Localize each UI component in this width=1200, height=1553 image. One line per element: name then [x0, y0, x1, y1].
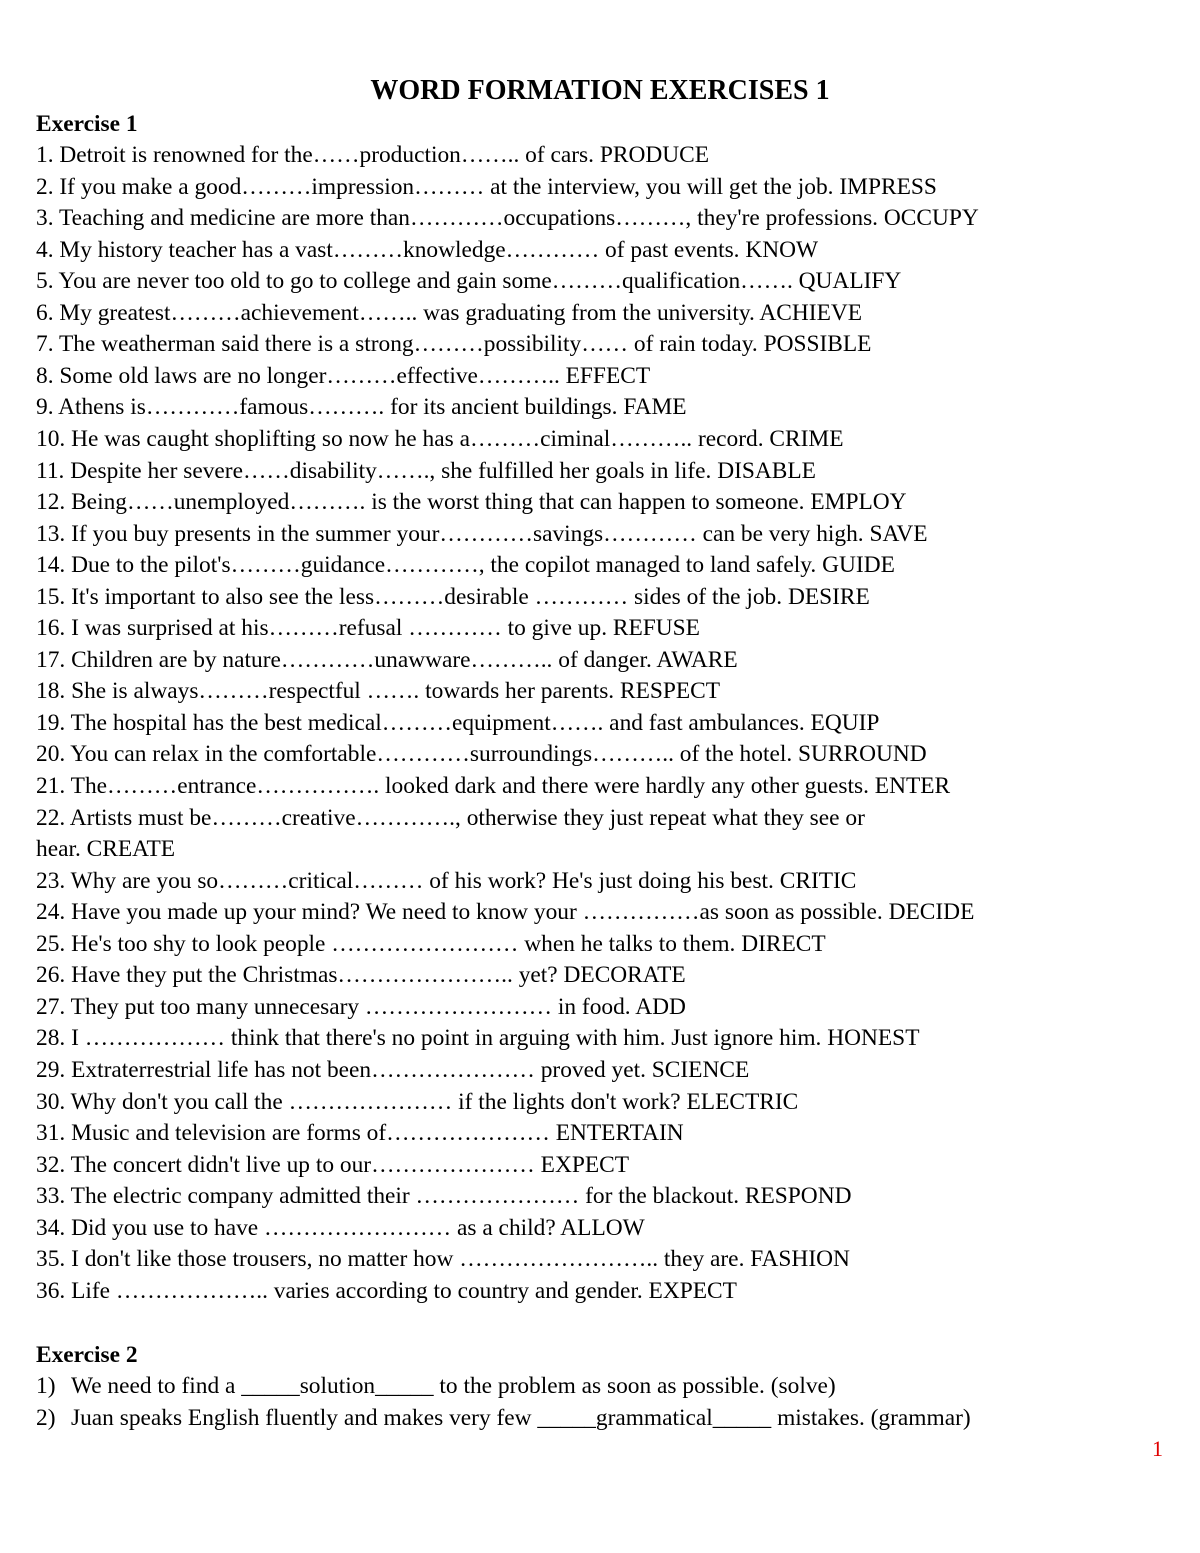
exercise-1-line: 20. You can relax in the comfortable…………surroundings……….. of the hotel. SURROUND: [36, 741, 927, 768]
exercise-1-line: 33. The electric company admitted their ………………… for the blackout. RESPOND: [36, 1183, 852, 1210]
exercise-1-line: 23. Why are you so………critical……… of his work? He's just doing his best. CRITIC: [36, 867, 857, 894]
exercise-1-line: 30. Why don't you call the ………………… if the lights don't work? ELECTRIC: [36, 1088, 799, 1115]
exercise-1-line: 16. I was surprised at his………refusal ………… to give up. REFUSE: [36, 615, 700, 642]
exercise-1-line: 17. Children are by nature…………unawware……….. of danger. AWARE: [36, 646, 738, 673]
exercise-1-line: 29. Extraterrestrial life has not been………………… proved yet. SCIENCE: [36, 1056, 750, 1083]
exercise-1-line: 26. Have they put the Christmas………………….. yet? DECORATE: [36, 962, 686, 989]
exercise-1-line: 31. Music and television are forms of………………… ENTERTAIN: [36, 1120, 684, 1147]
exercise-1-line: 18. She is always………respectful ……. towards her parents. RESPECT: [36, 678, 721, 705]
exercise-2-item: [36, 1404, 971, 1432]
exercise-1-line: 19. The hospital has the best medical………equipment……. and fast ambulances. EQUIP: [36, 709, 880, 736]
item-number: 2): [36, 1405, 56, 1431]
exercise-1-line: 27. They put too many unnecesary …………………… in food. ADD: [36, 993, 686, 1020]
exercise-1-line: 35. I don't like those trousers, no matter how …………………….. they are. FASHION: [36, 1246, 850, 1273]
exercise-1-line: 36. Life ……………….. varies according to country and gender. EXPECT: [36, 1277, 737, 1304]
exercise-1-line: 14. Due to the pilot's………guidance…………, the copilot managed to land safely. GUIDE: [36, 552, 895, 579]
exercise-1-line: 8. Some old laws are no longer………effective……….. EFFECT: [36, 362, 651, 389]
exercise-1-line: 25. He's too shy to look people …………………… when he talks to them. DIRECT: [36, 930, 826, 957]
exercise-1-heading: Exercise 1: [36, 111, 138, 137]
exercise-1-line: 10. He was caught shoplifting so now he has a………ciminal……….. record. CRIME: [36, 425, 844, 452]
exercise-1-line: 22. Artists must be………creative…………., otherwise they just repeat what they see or: [36, 804, 865, 831]
exercise-1-line: 15. It's important to also see the less………desirable ………… sides of the job. DESIRE: [36, 583, 870, 610]
exercise-1-line: 6. My greatest………achievement…….. was graduating from the university. ACHIEVE: [36, 299, 863, 326]
exercise-1-line: 9. Athens is…………famous………. for its ancient buildings. FAME: [36, 394, 687, 421]
exercise-1-line: 28. I ……………… think that there's no point in arguing with him. Just ignore him. HONEST: [36, 1025, 920, 1052]
exercise-1-line: 13. If you buy presents in the summer your…………savings………… can be very high. SAVE: [36, 520, 928, 547]
exercise-1-line: 34. Did you use to have …………………… as a child? ALLOW: [36, 1214, 645, 1241]
exercise-1-line: hear. CREATE: [36, 836, 176, 863]
exercise-1-line: 11. Despite her severe……disability……., she fulfilled her goals in life. DISABLE: [36, 457, 816, 484]
item-number: 1): [36, 1373, 56, 1399]
document-title: WORD FORMATION EXERCISES 1: [370, 75, 830, 106]
item-text: We need to find a _____solution_____ to the problem as soon as possible. (solve): [71, 1373, 836, 1399]
exercise-1-line: 7. The weatherman said there is a strong………possibility…… of rain today. POSSIBLE: [36, 331, 872, 358]
item-text: Juan speaks English fluently and makes very few _____grammatical_____ mistakes. (grammar): [71, 1405, 971, 1431]
page-number: 1: [1152, 1436, 1163, 1461]
exercise-1-line: 32. The concert didn't live up to our………………… EXPECT: [36, 1151, 630, 1178]
exercise-1-line: 2. If you make a good………impression……… at the interview, you will get the job. IMPRESS: [36, 173, 937, 200]
exercise-1-line: 24. Have you made up your mind? We need to know your ……………as soon as possible. DECIDE: [36, 899, 975, 926]
exercise-1-line: 1. Detroit is renowned for the……production…….. of cars. PRODUCE: [36, 142, 710, 168]
exercise-1-line: 12. Being……unemployed………. is the worst thing that can happen to someone. EMPLOY: [36, 489, 907, 516]
exercise-2-item: [36, 1372, 836, 1400]
exercise-1-line: 4. My history teacher has a vast………knowledge………… of past events. KNOW: [36, 236, 819, 263]
exercise-1-line: 21. The………entrance……………. looked dark and there were hardly any other guests. ENTER: [36, 773, 951, 799]
exercise-1-line: 5. You are never too old to go to college and gain some………qualification……. QUALIFY: [36, 268, 902, 295]
exercise-2-heading: Exercise 2: [36, 1342, 138, 1368]
exercise-1-line: 3. Teaching and medicine are more than…………occupations………, they're professions. OCCUPY: [36, 205, 979, 232]
